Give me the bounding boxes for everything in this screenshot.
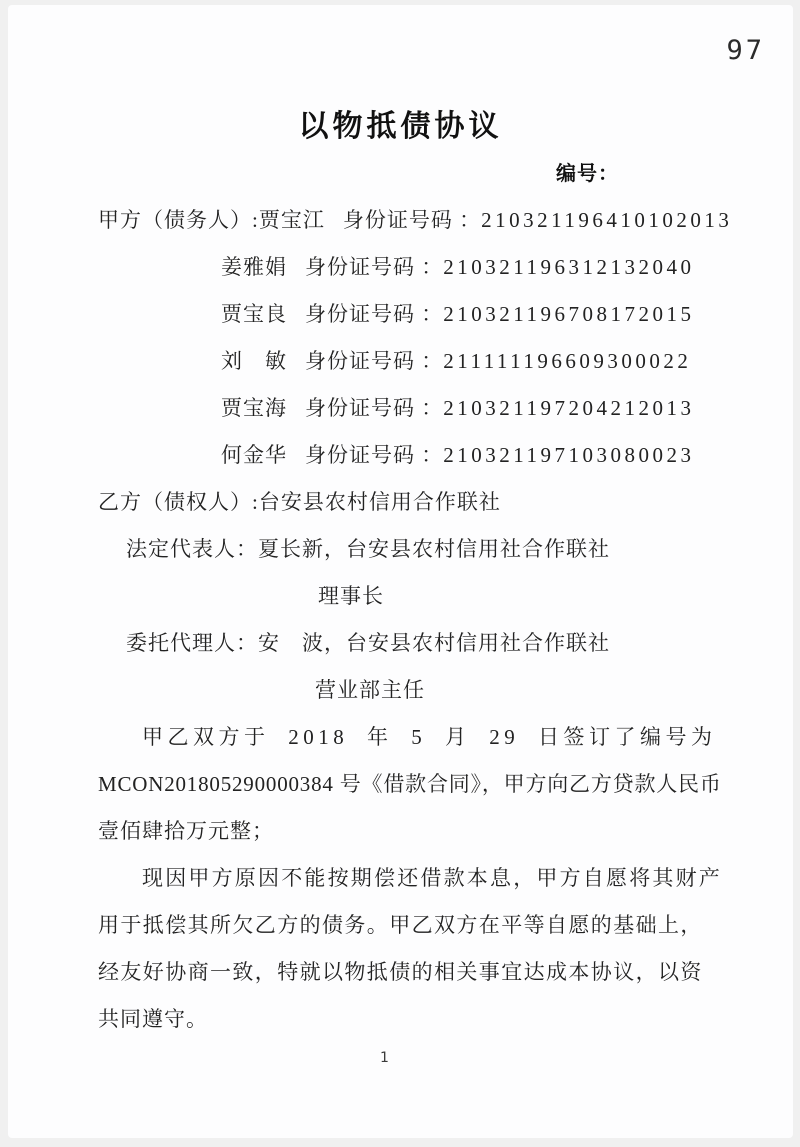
legal-rep-label: 法定代表人： <box>126 537 258 561</box>
id-number: 210321197103080023 <box>443 443 695 467</box>
paragraph-2-line: 经友好协商一致，特就以物抵债的相关事宜达成本协议，以资 <box>98 960 703 984</box>
number-line <box>8 157 793 187</box>
id-label: 身份证号码 ： <box>305 396 444 420</box>
id-number: 210321196410102013 <box>481 208 733 232</box>
id-label: 身份证号码 ： <box>305 349 444 373</box>
party-b-label: 乙方（债权人）: <box>98 490 259 514</box>
party-a-member-line <box>98 338 715 385</box>
legal-rep-value: 夏长新，台安县农村信用社合作联社 <box>258 537 610 561</box>
agent-value: 安 波，台安县农村信用社合作联社 <box>258 631 610 655</box>
legal-representative-title-line <box>98 573 715 620</box>
debtor-name: 何金华 <box>221 443 287 467</box>
debtor-name: 刘 敏 <box>221 349 287 373</box>
party-b-line <box>98 479 715 526</box>
footer-page-number: 1 <box>380 1050 389 1066</box>
party-a-member-line <box>98 291 715 338</box>
id-number: 210321196312132040 <box>443 255 695 279</box>
agent-title: 营业部主任 <box>315 678 425 702</box>
paragraph-1-line: 壹佰肆拾万元整； <box>98 819 274 843</box>
party-a-member-line <box>98 385 715 432</box>
document-body <box>98 197 733 1043</box>
agent-label: 委托代理人： <box>126 631 258 655</box>
number-label: 编号： <box>556 163 619 185</box>
agent-line <box>98 620 715 667</box>
paragraph-2-line: 用于抵偿其所欠乙方的债务。甲乙双方在平等自愿的基础上， <box>98 913 703 937</box>
paragraph-2-line: 现因甲方原因不能按期偿还借款本息，甲方自愿将其财产 <box>142 866 722 890</box>
id-label: 身份证号码 ： <box>305 443 444 467</box>
id-number: 210321196708172015 <box>443 302 695 326</box>
agent-title-line <box>98 667 715 714</box>
debtor-name: 贾宝海 <box>221 396 287 420</box>
id-number: 211111196609300022 <box>443 349 692 373</box>
id-label: 身份证号码 ： <box>342 208 482 232</box>
debtor-name: 姜雅娟 <box>221 255 287 279</box>
legal-rep-title: 理事长 <box>318 584 384 608</box>
paragraph-1-line: 甲乙双方于 2018 年 5 月 29 日签订了编号为 <box>142 725 717 749</box>
legal-representative-line <box>98 526 715 573</box>
debtor-name: 贾宝良 <box>221 302 287 326</box>
corner-page-number: 97 <box>726 35 765 66</box>
party-a-line <box>98 197 733 244</box>
id-label: 身份证号码 ： <box>305 302 444 326</box>
party-a-member-line <box>98 244 715 291</box>
party-a-member-line <box>98 432 715 479</box>
paragraph-1-line: MCON201805290000384 号《借款合同》，甲方向乙方贷款人民币 <box>98 772 722 796</box>
document-page <box>8 5 793 1138</box>
creditor-name: 台安县农村信用合作联社 <box>258 490 501 514</box>
party-a-label: 甲方（债务人）: <box>98 208 259 232</box>
debtor-name: 贾宝江 <box>258 208 325 232</box>
id-number: 210321197204212013 <box>443 396 695 420</box>
id-label: 身份证号码 ： <box>305 255 444 279</box>
paragraph-2-line: 共同遵守。 <box>98 1007 208 1031</box>
document-title: 以物抵债协议 <box>298 110 503 143</box>
